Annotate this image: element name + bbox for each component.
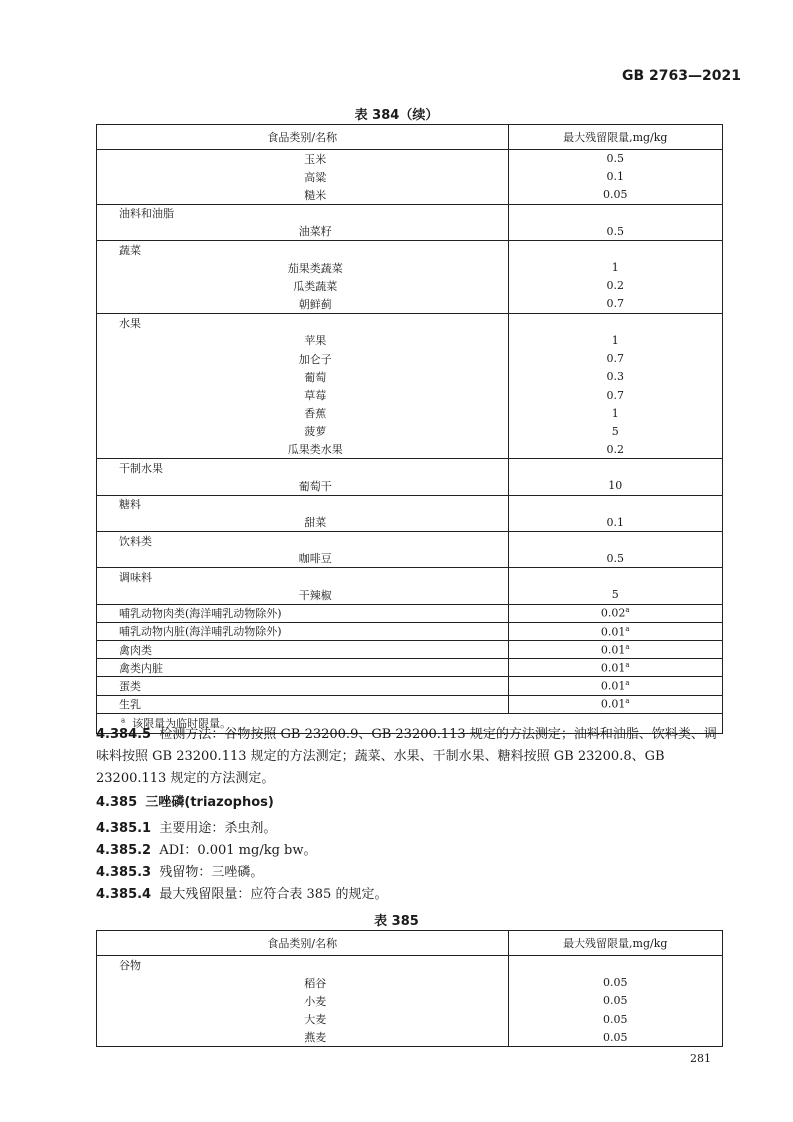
mrl-value-cell: [508, 259, 722, 277]
clause-text: 残留物：三唑磷。: [159, 865, 264, 880]
table-385-caption: 表 385: [374, 914, 419, 929]
footnote-mark: a: [625, 697, 630, 706]
mrl-value-cell: [508, 150, 722, 168]
table-row: [97, 313, 723, 331]
clause-number: 4.385.4: [96, 887, 152, 902]
table-row: [97, 422, 723, 440]
category-cell: 禽类内脏: [97, 659, 509, 677]
table-row: [97, 1010, 723, 1028]
mrl-value-cell: [508, 404, 722, 422]
mrl-value-cell: [508, 368, 722, 386]
table-row: [97, 277, 723, 295]
mrl-value-cell: [508, 531, 722, 549]
food-name-cell: 干辣椒: [97, 586, 509, 604]
mrl-value-cell: [508, 277, 722, 295]
column-header-food: 食品类别/名称: [97, 125, 509, 150]
clause-number: 4.385: [96, 795, 138, 810]
mrl-value: 0.7: [606, 352, 625, 366]
food-name-cell: 高粱: [97, 168, 509, 186]
mrl-value: 1: [611, 333, 619, 347]
clause-number: 4.385.1: [96, 821, 152, 836]
clause-text: 检测方法：谷物按照 GB 23200.9、GB 23200.113 规定的方法测定；油料和油脂、饮料类、调味料按照 GB 23200.113 规定的方法测定；蔬菜、水果、干制水果、糖料按照 GB 23200.8、GB 23200.113 规定的方法测定。: [96, 727, 717, 786]
mrl-value-cell: [508, 313, 722, 331]
category-cell: 糖料: [97, 495, 509, 513]
table-row: [97, 441, 723, 459]
mrl-value-cell: [508, 422, 722, 440]
category-cell: 干制水果: [97, 459, 509, 477]
food-name-cell: 菠萝: [97, 422, 509, 440]
paragraph-4-384-5: [96, 724, 724, 790]
footnote-mark: a: [625, 624, 630, 633]
table-384: [96, 124, 723, 734]
mrl-value: 5: [611, 588, 619, 602]
table-row: [97, 222, 723, 240]
table-row: [97, 992, 723, 1010]
mrl-value: 0.5: [606, 224, 625, 238]
table-row: [97, 368, 723, 386]
category-cell: 哺乳动物肉类(海洋哺乳动物除外): [97, 604, 509, 622]
category-cell: 生乳: [97, 695, 509, 713]
mrl-value: 0.1: [606, 170, 625, 184]
heading-4-385: [96, 792, 724, 814]
mrl-value: 0.01: [600, 698, 626, 712]
mrl-value-cell: [508, 495, 722, 513]
food-name-cell: 草莓: [97, 386, 509, 404]
table-row: [97, 641, 723, 659]
table-row: [97, 150, 723, 168]
table-row: [97, 677, 723, 695]
mrl-value-cell: [508, 568, 722, 586]
table-row: [97, 1028, 723, 1046]
table-row: [97, 404, 723, 422]
mrl-value: 0.01: [600, 661, 626, 675]
food-name-cell: 朝鲜蓟: [97, 295, 509, 313]
mrl-value-cell: [508, 350, 722, 368]
paragraph-4-385-3: [96, 862, 724, 884]
mrl-value-cell: [508, 992, 722, 1010]
food-name-cell: 瓜果类水果: [97, 441, 509, 459]
food-name-cell: 糙米: [97, 186, 509, 204]
food-name-cell: 玉米: [97, 150, 509, 168]
category-cell: 调味料: [97, 568, 509, 586]
table-row: [97, 513, 723, 531]
table-row: [97, 331, 723, 349]
mrl-value-cell: [508, 240, 722, 258]
mrl-value-cell: [508, 295, 722, 313]
table-row: [97, 622, 723, 640]
mrl-value: 0.5: [606, 551, 625, 565]
mrl-value-cell: [508, 956, 722, 974]
mrl-value-cell: [508, 168, 722, 186]
column-header-mrl: 最大残留限量,mg/kg: [508, 931, 722, 956]
mrl-value: 0.01: [600, 625, 626, 639]
mrl-value: 0.05: [603, 994, 628, 1008]
mrl-value-cell: [508, 441, 722, 459]
mrl-value: 0.3: [606, 370, 625, 384]
mrl-value-cell: [508, 974, 722, 992]
mrl-value: 0.2: [606, 442, 625, 456]
mrl-value: 1: [611, 261, 619, 275]
mrl-value: 0.05: [603, 1030, 628, 1044]
category-cell: 油料和油脂: [97, 204, 509, 222]
mrl-value: 0.02: [600, 607, 626, 621]
food-name-cell: 甜菜: [97, 513, 509, 531]
paragraph-4-385-2: [96, 840, 724, 862]
mrl-value-cell: [508, 604, 722, 622]
table-row: [97, 168, 723, 186]
food-name-cell: 茄果类蔬菜: [97, 259, 509, 277]
food-name-cell: 苹果: [97, 331, 509, 349]
mrl-value: 0.5: [606, 152, 625, 166]
mrl-value-cell: [508, 204, 722, 222]
food-name-cell: 油菜籽: [97, 222, 509, 240]
clause-number: 4.385.2: [96, 843, 152, 858]
mrl-value-cell: [508, 459, 722, 477]
food-name-cell: 小麦: [97, 992, 509, 1010]
table-row: [97, 204, 723, 222]
clause-text: ADI：0.001 mg/kg bw。: [159, 843, 317, 858]
mrl-value-cell: [508, 1010, 722, 1028]
table-row: [97, 550, 723, 568]
mrl-value-cell: [508, 641, 722, 659]
table-row: [97, 695, 723, 713]
table-row: [97, 459, 723, 477]
table-row: [97, 956, 723, 974]
category-cell: 蔬菜: [97, 240, 509, 258]
page-number: 281: [690, 1052, 711, 1065]
table-row: [97, 240, 723, 258]
food-name-cell: 燕麦: [97, 1028, 509, 1046]
mrl-value-cell: [508, 477, 722, 495]
table-row: [97, 386, 723, 404]
column-header-food: 食品类别/名称: [97, 931, 509, 956]
mrl-value: 0.05: [603, 976, 628, 990]
category-cell: 谷物: [97, 956, 509, 974]
mrl-value-cell: [508, 386, 722, 404]
category-cell: 禽肉类: [97, 641, 509, 659]
table-row: [97, 477, 723, 495]
table-385: [96, 930, 723, 1047]
clause-heading: 三唑磷(triazophos): [145, 795, 274, 810]
paragraph-4-385-1: [96, 818, 724, 840]
mrl-value-cell: [508, 586, 722, 604]
column-header-mrl: 最大残留限量,mg/kg: [508, 125, 722, 150]
table-row: [97, 295, 723, 313]
food-name-cell: 葡萄: [97, 368, 509, 386]
category-cell: 蛋类: [97, 677, 509, 695]
mrl-value: 0.05: [603, 1012, 628, 1026]
table-row: [97, 568, 723, 586]
mrl-value-cell: [508, 677, 722, 695]
mrl-value-cell: [508, 659, 722, 677]
table-row: [97, 186, 723, 204]
table-row: [97, 531, 723, 549]
clause-number: 4.384.5: [96, 727, 152, 742]
mrl-value-cell: [508, 550, 722, 568]
mrl-value-cell: [508, 513, 722, 531]
mrl-value: 5: [611, 424, 619, 438]
table-row: [97, 350, 723, 368]
mrl-value: 0.7: [606, 388, 625, 402]
food-name-cell: 大麦: [97, 1010, 509, 1028]
mrl-value-cell: [508, 222, 722, 240]
mrl-value: 1: [611, 406, 619, 420]
footnote-mark: a: [625, 661, 630, 670]
food-name-cell: 加仑子: [97, 350, 509, 368]
mrl-value-cell: [508, 695, 722, 713]
table-row: [97, 259, 723, 277]
food-name-cell: 咖啡豆: [97, 550, 509, 568]
food-name-cell: 香蕉: [97, 404, 509, 422]
category-cell: 饮料类: [97, 531, 509, 549]
footnote-mark: a: [625, 679, 630, 688]
food-name-cell: 葡萄干: [97, 477, 509, 495]
table-row: [97, 495, 723, 513]
mrl-value: 0.7: [606, 297, 625, 311]
mrl-value: 10: [608, 479, 623, 493]
mrl-value: 0.01: [600, 643, 626, 657]
footnote-mark: a: [121, 716, 126, 725]
footnote-mark: a: [625, 606, 630, 615]
table-row: [97, 604, 723, 622]
mrl-value-cell: [508, 1028, 722, 1046]
footnote-mark: a: [625, 642, 630, 651]
category-cell: 水果: [97, 313, 509, 331]
table-row: [97, 659, 723, 677]
mrl-value-cell: [508, 186, 722, 204]
clause-text: 最大残留限量：应符合表 385 的规定。: [159, 887, 388, 902]
clause-text: 主要用途：杀虫剂。: [159, 821, 277, 836]
mrl-value: 0.05: [603, 188, 628, 202]
food-name-cell: 瓜类蔬菜: [97, 277, 509, 295]
table-row: [97, 974, 723, 992]
footnote-text: 该限量为临时限量。: [132, 717, 232, 731]
paragraph-4-385-4: [96, 884, 724, 906]
mrl-value: 0.2: [606, 279, 625, 293]
standard-code: GB 2763—2021: [622, 68, 741, 84]
clause-number: 4.385.3: [96, 865, 152, 880]
food-name-cell: 稻谷: [97, 974, 509, 992]
mrl-value-cell: [508, 622, 722, 640]
category-cell: 哺乳动物内脏(海洋哺乳动物除外): [97, 622, 509, 640]
table-384-caption: 表 384（续）: [354, 108, 439, 123]
mrl-value: 0.01: [600, 679, 626, 693]
mrl-value: 0.1: [606, 515, 625, 529]
mrl-value-cell: [508, 331, 722, 349]
table-row: [97, 586, 723, 604]
